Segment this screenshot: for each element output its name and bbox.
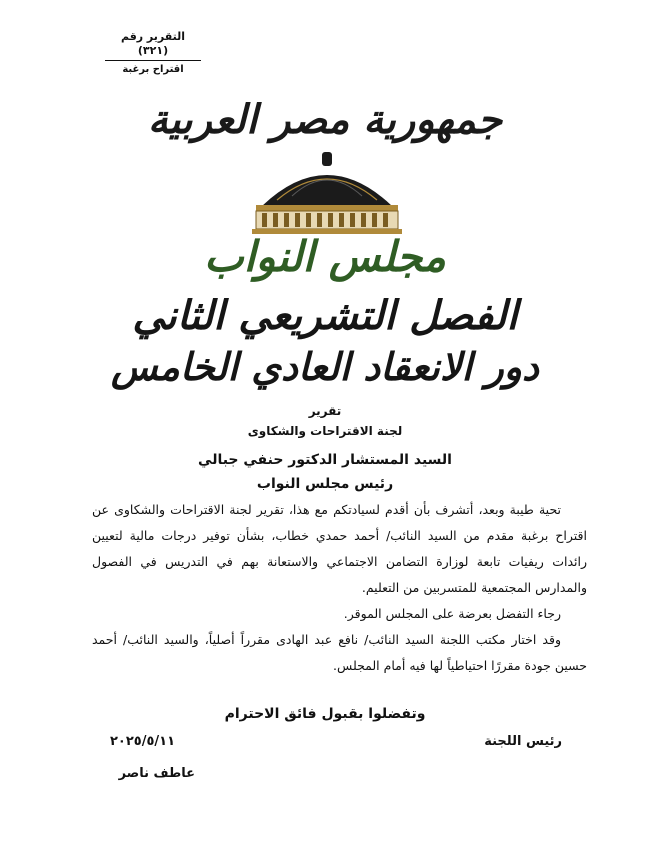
body-paragraph-2: رجاء التفضل بعرضة على المجلس الموقر. — [343, 606, 561, 621]
chair-name: عاطف ناصر — [118, 766, 195, 781]
session-title: دور الانعقاد العادي الخامس — [111, 344, 539, 389]
body-paragraph-3: وقد اختار مكتب اللجنة السيد النائب/ نافع عبد الهادى مقرراً أصلياً، والسيد النائب/ أحمد حسين جودة مقررًا احتياطياً لها فيه أمام المجلس. — [92, 632, 587, 673]
report-label: تقرير — [308, 404, 342, 418]
council-name: مجلس النواب — [204, 232, 446, 281]
report-date: ٢٠٢٥/٥/١١ — [110, 734, 176, 749]
committee-name: لجنة الاقتراحات والشكاوى — [247, 424, 403, 438]
country-name: جمهورية مصر العربية — [147, 96, 503, 143]
report-type: اقتراح برغبة — [122, 64, 184, 75]
chair-title: رئيس اللجنة — [484, 734, 562, 749]
parliament-dome-icon — [252, 150, 402, 236]
report-body — [92, 497, 587, 679]
closing-salutation: وتفضلوا بقبول فائق الاحترام — [224, 706, 426, 722]
recipient-name: السيد المستشار الدكتور حنفي جبالي — [198, 452, 452, 468]
report-number: التقرير رقم (٣٢١) — [105, 30, 201, 61]
recipient-title: رئيس مجلس النواب — [256, 476, 394, 492]
body-paragraph-1: تحية طيبة وبعد، أتشرف بأن أقدم لسيادتكم مع هذا، تقرير لجنة الاقتراحات والشكاوى عن اقتراح برغبة مقدم من السيد النائب/ أحمد حمدي خطاب، بشأن توفير درجات مالية لتعيين رائدات ريفيات تابعة لوزارة التضامن الاجتماعي والاستعانة بهم في التدريس في الفصول والمدارس المجتمعية للمتسربين من التعليم. — [92, 502, 587, 595]
report-number-box — [105, 30, 201, 77]
legislative-term: الفصل التشريعي الثاني — [132, 292, 518, 339]
